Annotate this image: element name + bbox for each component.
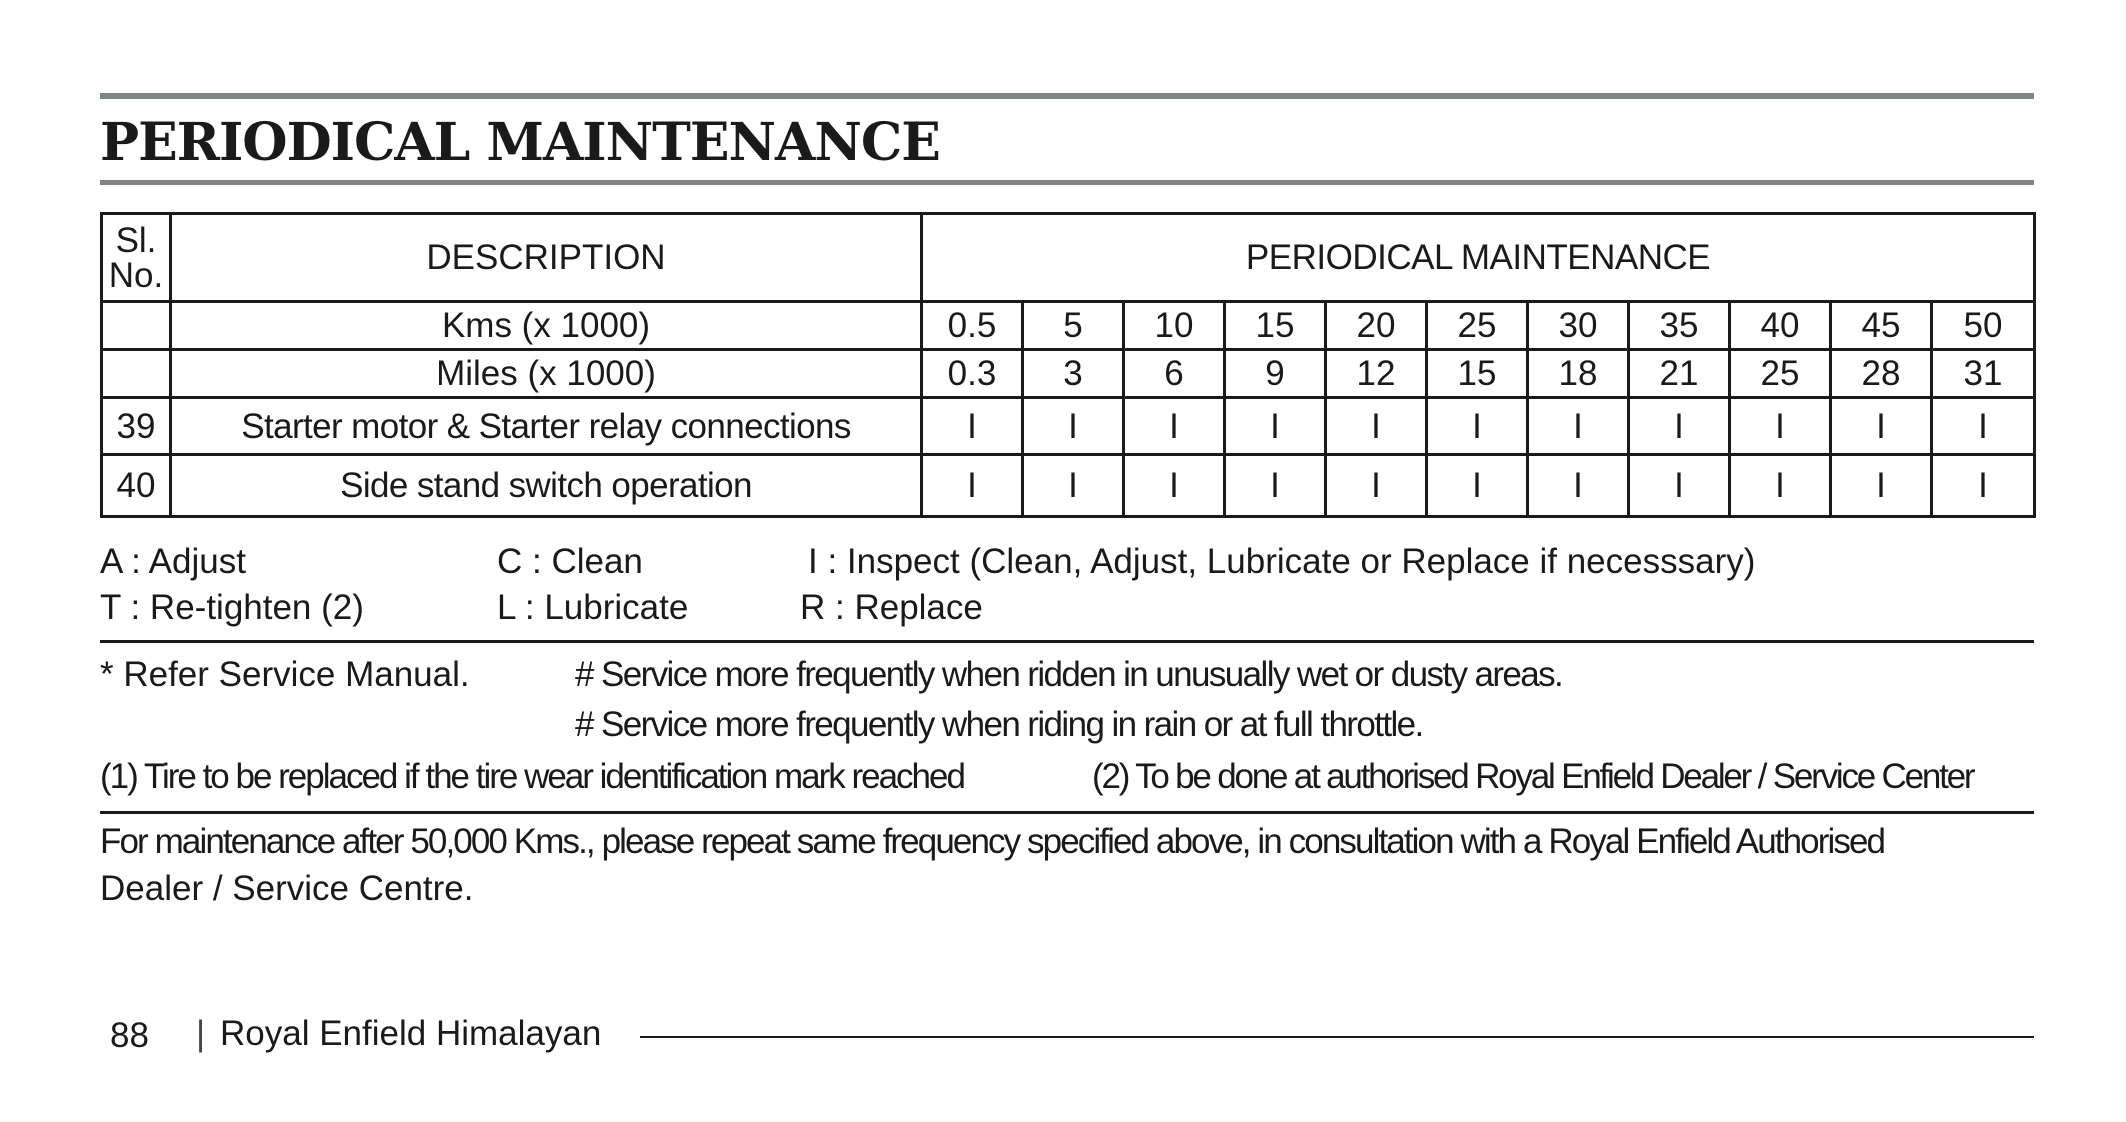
note-rain-throttle: # Service more frequently when riding in rain or at full throttle.	[575, 705, 1423, 744]
service-mark: I	[1629, 455, 1730, 517]
notes-divider	[100, 811, 2034, 814]
sl-number: 40	[102, 455, 171, 517]
kms-value: 40	[1730, 302, 1831, 350]
description-header: DESCRIPTION	[171, 214, 922, 302]
service-mark: I	[1629, 398, 1730, 455]
kms-value: 10	[1124, 302, 1225, 350]
footer-separator: |	[196, 1014, 206, 1053]
legend-adjust: A : Adjust	[100, 542, 246, 581]
miles-value: 28	[1831, 350, 1932, 398]
maintenance-table	[100, 212, 2036, 518]
miles-row	[102, 350, 2035, 398]
kms-label: Kms (x 1000)	[171, 302, 922, 350]
kms-value: 15	[1225, 302, 1326, 350]
miles-value: 6	[1124, 350, 1225, 398]
service-mark: I	[1225, 455, 1326, 517]
sl-no-header: Sl. No.	[102, 214, 171, 302]
note-authorised-dealer: (2) To be done at authorised Royal Enfield Dealer / Service Center	[1092, 757, 1974, 796]
kms-value: 35	[1629, 302, 1730, 350]
service-mark: I	[1831, 398, 1932, 455]
kms-value: 25	[1427, 302, 1528, 350]
service-mark: I	[1023, 455, 1124, 517]
empty-cell	[102, 302, 171, 350]
item-description: Starter motor & Starter relay connections	[171, 398, 922, 455]
item-description: Side stand switch operation	[171, 455, 922, 517]
note-refer-service-manual: * Refer Service Manual.	[100, 655, 470, 694]
table-row	[102, 455, 2035, 517]
miles-value: 9	[1225, 350, 1326, 398]
sl-number: 39	[102, 398, 171, 455]
service-mark: I	[1427, 455, 1528, 517]
miles-value: 12	[1326, 350, 1427, 398]
kms-value: 20	[1326, 302, 1427, 350]
service-mark: I	[922, 455, 1023, 517]
service-mark: I	[1124, 455, 1225, 517]
kms-value: 30	[1528, 302, 1629, 350]
miles-value: 0.3	[922, 350, 1023, 398]
page-title: PERIODICAL MAINTENANCE	[100, 112, 940, 173]
service-mark: I	[1124, 398, 1225, 455]
service-mark: I	[1730, 455, 1831, 517]
miles-value: 15	[1427, 350, 1528, 398]
miles-label: Miles (x 1000)	[171, 350, 922, 398]
title-bottom-rule	[100, 180, 2034, 185]
service-mark: I	[1831, 455, 1932, 517]
service-mark: I	[1326, 398, 1427, 455]
legend-clean: C : Clean	[497, 542, 643, 581]
service-mark: I	[1932, 455, 2035, 517]
legend-divider	[100, 640, 2034, 643]
note-tire-replace: (1) Tire to be replaced if the tire wear identification mark reached	[100, 757, 964, 796]
after-50k-line2: Dealer / Service Centre.	[100, 869, 474, 908]
after-50k-line1: For maintenance after 50,000 Kms., please repeat same frequency specified above, in consultation with a Royal Enfield Authorised	[100, 822, 1885, 861]
footer-rule	[640, 1036, 2034, 1038]
service-mark: I	[1427, 398, 1528, 455]
periodical-maintenance-header: PERIODICAL MAINTENANCE	[922, 214, 2035, 302]
legend-retighten: T : Re-tighten (2)	[100, 588, 364, 627]
service-mark: I	[1326, 455, 1427, 517]
legend-lubricate: L : Lubricate	[497, 588, 689, 627]
kms-value: 50	[1932, 302, 2035, 350]
miles-value: 21	[1629, 350, 1730, 398]
service-mark: I	[1023, 398, 1124, 455]
miles-value: 25	[1730, 350, 1831, 398]
service-mark: I	[1932, 398, 2035, 455]
kms-value: 45	[1831, 302, 1932, 350]
miles-value: 18	[1528, 350, 1629, 398]
empty-cell	[102, 350, 171, 398]
service-mark: I	[1528, 455, 1629, 517]
service-mark: I	[922, 398, 1023, 455]
title-top-rule	[100, 93, 2034, 99]
table-row	[102, 398, 2035, 455]
kms-row	[102, 302, 2035, 350]
legend-inspect: I : Inspect (Clean, Adjust, Lubricate or Replace if necesssary)	[808, 542, 1756, 581]
page-number: 88	[110, 1016, 149, 1055]
legend-replace: R : Replace	[800, 588, 983, 627]
footer-book-title: Royal Enfield Himalayan	[220, 1014, 602, 1053]
miles-value: 3	[1023, 350, 1124, 398]
note-wet-dusty: # Service more frequently when ridden in unusually wet or dusty areas.	[575, 655, 1563, 694]
service-mark: I	[1225, 398, 1326, 455]
service-mark: I	[1730, 398, 1831, 455]
table-header-row	[102, 214, 2035, 302]
service-mark: I	[1528, 398, 1629, 455]
kms-value: 0.5	[922, 302, 1023, 350]
kms-value: 5	[1023, 302, 1124, 350]
miles-value: 31	[1932, 350, 2035, 398]
